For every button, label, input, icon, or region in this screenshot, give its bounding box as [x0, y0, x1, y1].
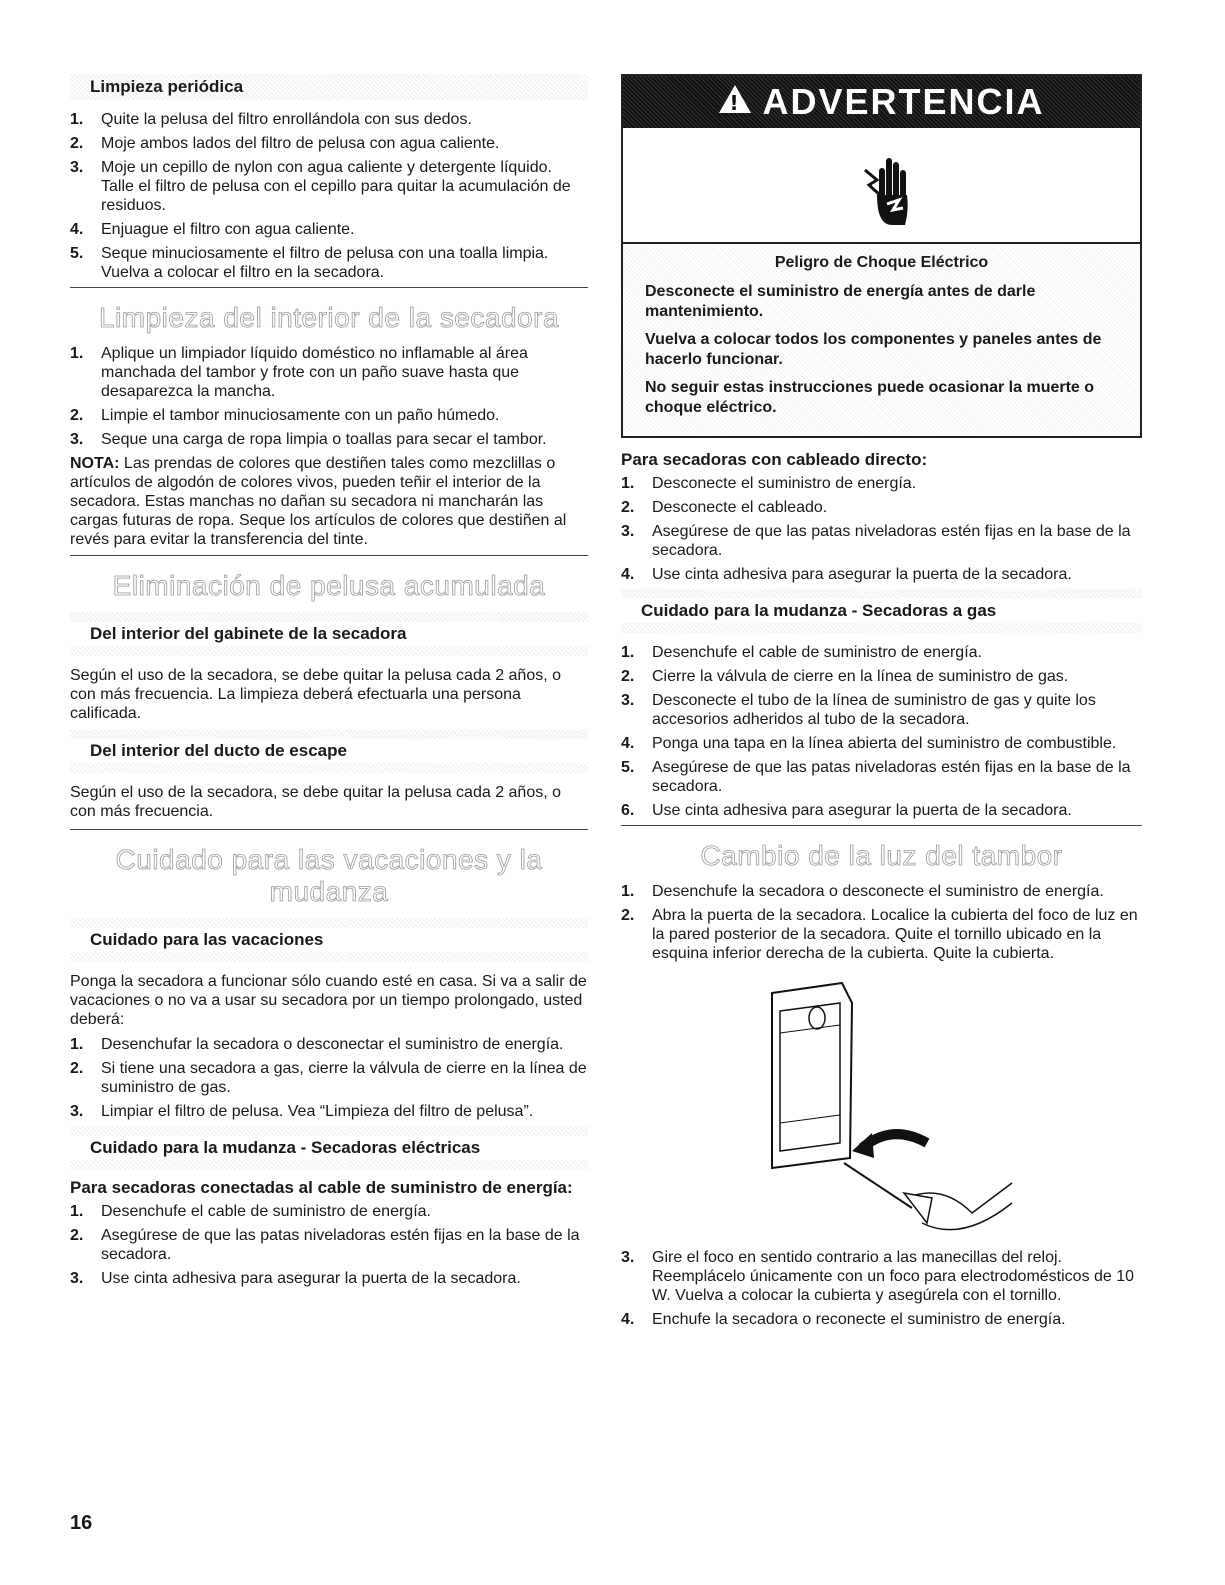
list-item: 4. Enchufe la secadora o reconecte el suministro de energía. [621, 1311, 1066, 1328]
list-item: 2. Si tiene una secadora a gas, cierre la válvula de cierre en la línea de suministro de gas. [70, 1060, 587, 1096]
list-item: 5. Asegúrese de que las patas niveladoras estén fijas en la base de la secadora. [621, 759, 1131, 795]
divider [70, 555, 588, 556]
warning-line: No seguir estas instrucciones puede ocasionar la muerte o choque eléctrico. [645, 379, 1095, 416]
heading-cableado-directo: Para secadoras con cableado directo: [621, 450, 928, 469]
list-item: 6. Use cinta adhesiva para asegurar la puerta de la secadora. [621, 802, 1072, 819]
note-paragraph: NOTA: Las prendas de colores que destiñen tales como mezclillas o artículos de algodón de colores vivos, pueden teñir el interior de la secadora. Estas manchas no dañan su secadora ni mancharán las cargas futuras de ropa. Seque los artículos de colores que destiñen al revés para evitar la transferencia del tinte. [70, 455, 567, 548]
list-cable-suministro [70, 1202, 588, 1288]
heading-vacaciones-mudanza: Cuidado para las vacaciones y la mudanza [115, 844, 543, 907]
page-number: 16 [70, 1512, 93, 1534]
shade-band [70, 612, 588, 622]
warning-subtitle: Peligro de Choque Eléctrico [774, 254, 989, 271]
list-item: 3. Gire el foco en sentido contrario a las manecillas del reloj. Reemplácelo únicamente con un foco para electrodomésticos de 10 W. Vuelva a colocar la cubierta y asegúrela con el tornillo. [621, 1249, 1135, 1304]
vacaciones-intro: Ponga la secadora a funcionar sólo cuando esté en casa. Si va a salir de vacaciones o no va a usar su secadora por un tiempo prolongado, usted deberá: [70, 973, 587, 1028]
list-vacaciones [70, 1035, 588, 1121]
right-column [621, 74, 1142, 1334]
light-cover-illustration [621, 968, 1142, 1248]
heading-mudanza-gas: Cuidado para la mudanza - Secadoras a gas [641, 601, 997, 620]
warning-line: Desconecte el suministro de energía antes de darle mantenimiento. [645, 283, 1036, 320]
list-item: 1. Quite la pelusa del filtro enrollándola con sus dedos. [70, 111, 472, 128]
warning-title: ADVERTENCIA [762, 81, 1045, 122]
list-cambio-luz-a [621, 882, 1142, 963]
list-limpieza-periodica [70, 110, 588, 282]
divider [70, 287, 588, 288]
list-item: 1. Desenchufe la secadora o desconecte el suministro de energía. [621, 883, 1104, 900]
heading-cuidado-vacaciones: Cuidado para las vacaciones [90, 930, 324, 949]
warning-box [621, 74, 1142, 438]
svg-text:!: ! [729, 91, 742, 114]
list-item: 3. Limpiar el filtro de pelusa. Vea “Limpieza del filtro de pelusa”. [70, 1103, 534, 1120]
divider [70, 829, 588, 830]
shade-band [70, 729, 588, 739]
gabinete-text: Según el uso de la secadora, se debe quitar la pelusa cada 2 años, o con más frecuencia. La limpieza deberá efectuarla una persona calificada. [70, 667, 562, 722]
warning-triangle-icon [718, 81, 752, 123]
list-item: 4. Ponga una tapa en la línea abierta del suministro de combustible. [621, 735, 1117, 752]
list-item: 4. Enjuague el filtro con agua caliente. [70, 221, 355, 238]
warning-line: Vuelva a colocar todos los componentes y paneles antes de hacerlo funcionar. [645, 331, 1102, 368]
shade-band [70, 763, 588, 773]
list-item: 1. Desenchufar la secadora o desconectar el suministro de energía. [70, 1036, 564, 1053]
list-item: 1. Desenchufe el cable de suministro de energía. [621, 644, 982, 661]
shade-band [621, 589, 1142, 599]
heading-limpieza-periodica: Limpieza periódica [90, 77, 244, 96]
warning-body [623, 244, 1140, 436]
section-header-limpieza-periodica [70, 74, 588, 100]
heading-limpieza-interior: Limpieza del interior de la secadora [98, 302, 560, 333]
list-cambio-luz-b [621, 1248, 1142, 1329]
warning-header [623, 76, 1140, 128]
shade-band [70, 1126, 588, 1136]
list-item: 2. Abra la puerta de la secadora. Localice la cubierta del foco de luz en la pared posterior de la secadora. Quite el tornillo ubicado en la esquina inferior derecha de la cubierta. Quite la cubierta. [621, 907, 1138, 962]
heading-eliminacion-pelusa: Eliminación de pelusa acumulada [112, 570, 546, 601]
list-item: 3. Asegúrese de que las patas niveladoras estén fijas en la base de la secadora. [621, 523, 1131, 559]
heading-mudanza-electricas: Cuidado para la mudanza - Secadoras eléctricas [90, 1138, 481, 1157]
list-item: 4. Use cinta adhesiva para asegurar la puerta de la secadora. [621, 566, 1072, 583]
list-item: 3. Moje un cepillo de nylon con agua caliente y detergente líquido. Talle el filtro de pelusa con el cepillo para quitar la acumulación de residuos. [70, 159, 571, 214]
electric-shock-icon [623, 128, 1140, 244]
list-cableado-directo [621, 474, 1142, 584]
heading-gabinete: Del interior del gabinete de la secadora [90, 624, 407, 643]
list-item: 3. Use cinta adhesiva para asegurar la puerta de la secadora. [70, 1270, 521, 1287]
list-item: 1. Aplique un limpiador líquido doméstico no inflamable al área manchada del tambor y frote con un paño suave hasta que desaparezca la mancha. [70, 345, 528, 400]
left-column [70, 74, 588, 1293]
list-item: 2. Moje ambos lados del filtro de pelusa con agua caliente. [70, 135, 500, 152]
heading-cambio-luz: Cambio de la luz del tambor [700, 840, 1063, 871]
shade-band [70, 646, 588, 656]
list-limpieza-interior [70, 344, 588, 449]
list-item: 1. Desenchufe el cable de suministro de energía. [70, 1203, 431, 1220]
list-item: 2. Desconecte el cableado. [621, 499, 828, 516]
shade-band [621, 623, 1142, 633]
list-mudanza-gas [621, 643, 1142, 820]
shade-band [70, 918, 588, 928]
list-item: 3. Desconecte el tubo de la línea de suministro de gas y quite los accesorios adheridos al tubo de la secadora. [621, 692, 1096, 728]
list-item: 2. Asegúrese de que las patas niveladoras estén fijas en la base de la secadora. [70, 1227, 580, 1263]
heading-ducto: Del interior del ducto de escape [90, 741, 347, 760]
list-item: 1. Desconecte el suministro de energía. [621, 475, 917, 492]
shade-band [70, 1160, 588, 1170]
list-item: 2. Cierre la válvula de cierre en la línea de suministro de gas. [621, 668, 1069, 685]
divider [621, 825, 1142, 826]
list-item: 2. Limpie el tambor minuciosamente con un paño húmedo. [70, 407, 500, 424]
heading-cable-suministro: Para secadoras conectadas al cable de suministro de energía: [70, 1178, 573, 1197]
shade-band [70, 952, 588, 962]
list-item: 3. Seque una carga de ropa limpia o toallas para secar el tambor. [70, 431, 547, 448]
ducto-text: Según el uso de la secadora, se debe quitar la pelusa cada 2 años, o con más frecuencia. [70, 784, 562, 820]
list-item: 5. Seque minuciosamente el filtro de pelusa con una toalla limpia. Vuelva a colocar el filtro en la secadora. [70, 245, 549, 281]
